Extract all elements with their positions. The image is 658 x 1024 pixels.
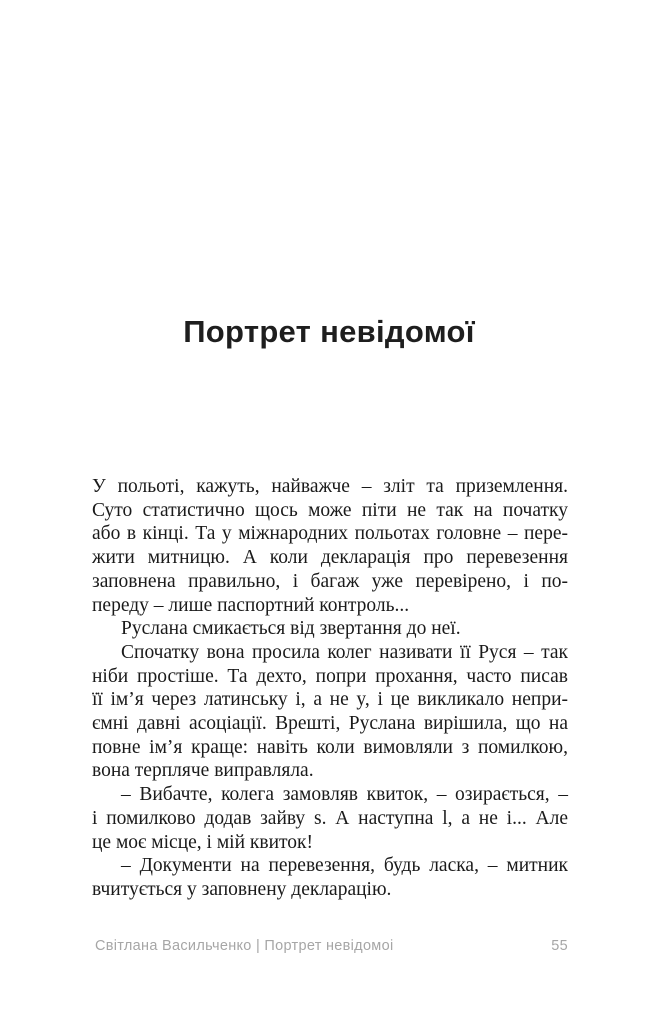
body-line: і помилково додав зайву s. А наступна l, а не i... Але (92, 807, 568, 829)
body-line: це моє місце, і мій квиток! (92, 831, 314, 853)
body-line: вчитується у заповнену декларацію. (92, 878, 392, 900)
body-line: переду – лише паспортний контроль... (92, 594, 410, 616)
body-line: жити митницю. А коли декларація про перевезення (92, 547, 568, 569)
paragraph (92, 854, 568, 901)
body-line: ніби простіше. Та дехто, попри прохання, часто писав (92, 665, 568, 687)
body-line: ємні давні асоціації. Врешті, Руслана вирішила, що на (92, 713, 568, 735)
body-line: Суто статистично щось може піти не так на початку (92, 499, 568, 521)
body-line: заповнена правильно, і багаж уже перевірено, і по- (92, 570, 568, 592)
body-line: У польоті, кажуть, найважче – зліт та приземлення. (92, 476, 568, 497)
page-number: 55 (551, 938, 568, 954)
page-footer (95, 938, 568, 954)
paragraph (92, 475, 568, 617)
paragraph (92, 617, 568, 641)
running-head: Світлана Васильченко | Портрет невідомоі (95, 938, 394, 954)
body-line: вона терпляче виправляла. (92, 760, 314, 782)
body-line: Спочатку вона просила колег називати її Руся – так (121, 641, 568, 663)
body-line: або в кінці. Та у міжнародних польотах головне – пере- (92, 523, 568, 545)
body-line: Руслана смикається від звертання до неї. (121, 618, 461, 640)
body-line: – Вибачте, колега замовляв квиток, – озирається, – (121, 784, 568, 806)
chapter-title: Портрет невідомої (183, 314, 475, 349)
paragraph (92, 641, 568, 783)
paragraph (92, 783, 568, 854)
body-line: повне ім’я краще: навіть коли вимовляли з помилкою, (92, 736, 568, 758)
body-line: її ім’я через латинську i, а не y, і це викликало непри- (92, 689, 568, 711)
chapter-body (92, 475, 568, 902)
body-line: – Документи на перевезення, будь ласка, – митник (121, 855, 568, 877)
